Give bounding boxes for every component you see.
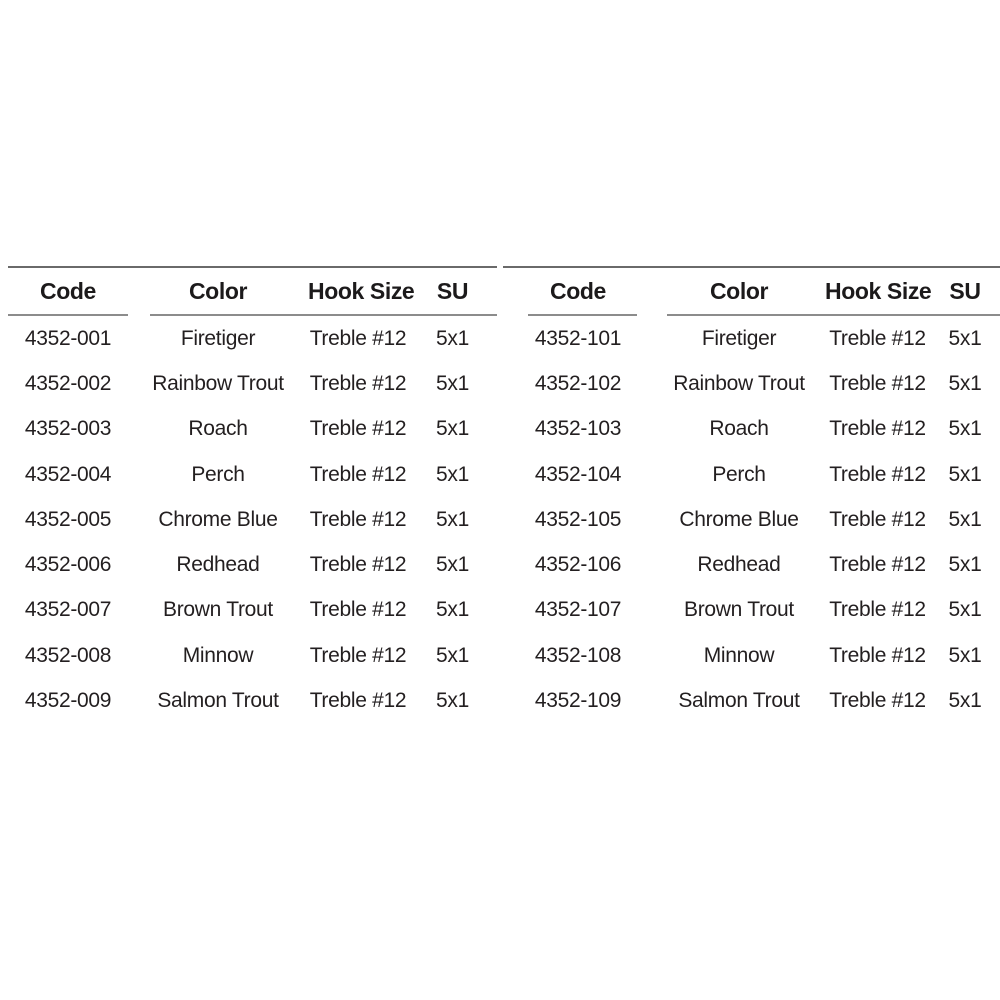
code-cell: 4352-109 <box>534 689 622 713</box>
su-cell: 5x1 <box>436 689 469 713</box>
su-cell: 5x1 <box>948 326 982 350</box>
code-cell: 4352-106 <box>534 553 622 577</box>
su-cell: 5x1 <box>948 643 982 667</box>
su-cell: 5x1 <box>948 462 982 486</box>
su-cell: 5x1 <box>948 689 982 713</box>
table-row <box>503 542 1000 587</box>
code-cell: 4352-001 <box>24 326 112 350</box>
hook-size-cell: Treble #12 <box>829 417 926 441</box>
table-row <box>8 497 497 542</box>
header-underline-rest <box>667 314 1000 316</box>
table-row <box>503 316 1000 361</box>
hook-size-cell: Treble #12 <box>829 598 926 622</box>
code-cell: 4352-102 <box>534 371 622 395</box>
color-cell: Brown Trout <box>684 598 794 622</box>
column-header-color: Color <box>188 277 248 304</box>
table-row <box>8 316 497 361</box>
color-cell: Rainbow Trout <box>673 371 805 395</box>
color-cell: Roach <box>188 417 248 441</box>
table-row <box>8 542 497 587</box>
color-cell: Roach <box>709 417 769 441</box>
color-cell: Salmon Trout <box>678 689 800 713</box>
hook-size-cell: Treble #12 <box>309 598 407 622</box>
color-cell: Chrome Blue <box>679 507 799 531</box>
hook-size-cell: Treble #12 <box>829 326 926 350</box>
color-cell: Minnow <box>703 643 775 667</box>
code-cell: 4352-105 <box>534 507 622 531</box>
hook-size-cell: Treble #12 <box>829 553 926 577</box>
su-cell: 5x1 <box>948 371 982 395</box>
table-row <box>503 497 1000 542</box>
su-cell: 5x1 <box>436 417 469 441</box>
column-header-su: SU <box>949 277 981 304</box>
table-header-row <box>8 268 497 314</box>
hook-size-cell: Treble #12 <box>829 689 926 713</box>
code-cell: 4352-005 <box>24 507 112 531</box>
code-cell: 4352-003 <box>24 417 112 441</box>
su-cell: 5x1 <box>436 643 469 667</box>
header-underline-rest <box>150 314 497 316</box>
color-cell: Firetiger <box>180 326 256 350</box>
hook-size-cell: Treble #12 <box>829 462 926 486</box>
su-cell: 5x1 <box>436 462 469 486</box>
table-row <box>8 407 497 452</box>
hook-size-cell: Treble #12 <box>309 689 407 713</box>
su-cell: 5x1 <box>948 553 982 577</box>
table-body <box>8 316 497 724</box>
code-cell: 4352-107 <box>534 598 622 622</box>
table-row <box>8 361 497 406</box>
table-row <box>503 452 1000 497</box>
table-row <box>8 678 497 723</box>
table-row <box>8 633 497 678</box>
code-cell: 4352-101 <box>534 326 622 350</box>
code-cell: 4352-007 <box>24 598 112 622</box>
table-row <box>8 452 497 497</box>
code-cell: 4352-006 <box>24 553 112 577</box>
hook-size-cell: Treble #12 <box>309 462 407 486</box>
table-row <box>8 588 497 633</box>
column-header-code: Code <box>550 277 606 304</box>
column-header-hook-size: Hook Size <box>308 277 415 304</box>
table-row <box>503 678 1000 723</box>
hook-size-cell: Treble #12 <box>309 326 407 350</box>
code-cell: 4352-104 <box>534 462 622 486</box>
lure-spec-table-left <box>8 266 497 724</box>
hook-size-cell: Treble #12 <box>309 643 407 667</box>
table-row <box>503 588 1000 633</box>
color-cell: Chrome Blue <box>158 507 278 531</box>
su-cell: 5x1 <box>948 507 982 531</box>
table-row <box>503 407 1000 452</box>
color-cell: Redhead <box>697 553 781 577</box>
code-cell: 4352-108 <box>534 643 622 667</box>
code-cell: 4352-103 <box>534 417 622 441</box>
code-cell: 4352-008 <box>24 643 112 667</box>
header-rule-row <box>8 314 497 316</box>
hook-size-cell: Treble #12 <box>829 507 926 531</box>
header-rule-row <box>503 314 1000 316</box>
color-cell: Redhead <box>176 553 260 577</box>
hook-size-cell: Treble #12 <box>309 417 407 441</box>
table-body <box>503 316 1000 724</box>
hook-size-cell: Treble #12 <box>309 553 407 577</box>
color-cell: Firetiger <box>701 326 777 350</box>
color-cell: Perch <box>712 462 766 486</box>
column-header-su: SU <box>436 277 469 304</box>
header-underline-code <box>528 314 637 316</box>
table-row <box>503 361 1000 406</box>
lure-spec-table-right <box>503 266 1000 724</box>
code-cell: 4352-004 <box>24 462 112 486</box>
color-cell: Minnow <box>182 643 254 667</box>
column-header-hook-size: Hook Size <box>825 277 932 304</box>
su-cell: 5x1 <box>436 553 469 577</box>
code-cell: 4352-002 <box>24 371 112 395</box>
table-header-row <box>503 268 1000 314</box>
code-cell: 4352-009 <box>24 689 112 713</box>
table-row <box>503 633 1000 678</box>
hook-size-cell: Treble #12 <box>309 371 407 395</box>
column-header-color: Color <box>709 277 769 304</box>
hook-size-cell: Treble #12 <box>829 643 926 667</box>
su-cell: 5x1 <box>436 326 469 350</box>
color-cell: Salmon Trout <box>157 689 279 713</box>
hook-size-cell: Treble #12 <box>309 507 407 531</box>
color-cell: Perch <box>191 462 245 486</box>
column-header-code: Code <box>40 277 96 304</box>
header-underline-code <box>8 314 128 316</box>
su-cell: 5x1 <box>436 598 469 622</box>
su-cell: 5x1 <box>436 371 469 395</box>
su-cell: 5x1 <box>948 598 982 622</box>
color-cell: Brown Trout <box>163 598 273 622</box>
color-cell: Rainbow Trout <box>152 371 284 395</box>
su-cell: 5x1 <box>436 507 469 531</box>
hook-size-cell: Treble #12 <box>829 371 926 395</box>
su-cell: 5x1 <box>948 417 982 441</box>
